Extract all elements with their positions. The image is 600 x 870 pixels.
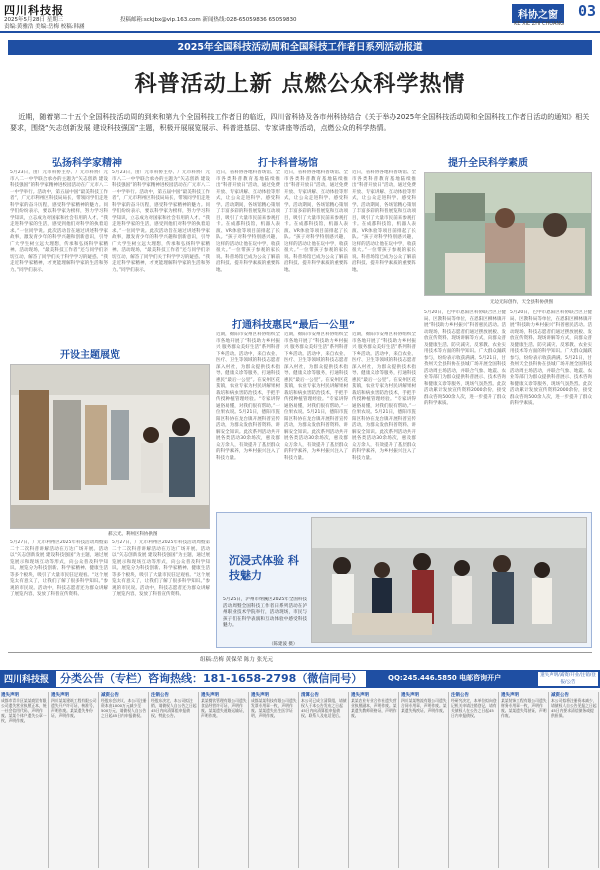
classified-column <box>450 692 499 868</box>
section-title-immersive: 沉浸式体验 科技魅力 <box>229 554 299 582</box>
classified-column-body: 本公司拟将注册资本减少，请债权人自公告见报之日起45日内要求清偿债务或提供担保。 <box>551 698 597 718</box>
section-text-scientist-spirit-b: 5月23日，由广元市科协主办、广元市科协广元市八二一中学联合承办的主题为“矢志创新 建设科技强国”的科学家精神进校园活动在广元市八二一中学举行。活动中，第五届中国“最美科技工作者”，广元市利州区科技局局长，带领同学们走进科学家的奋斗历程，感受科学家精神的魅力。同学们纷纷表示，要以科学家为榜样，努力学习科学知识，立志成为对国家和社会有用的人才。“我走进科学家的生活，感受到他们对科学的执着追求。”一位同学说。此次活动旨在通过讲述科学家故事，激发青少年的科学兴趣和创新意识，引导广大学生树立远大理想，传承和弘扬科学家精神。活动现场，“最美科技工作者”还与同学们亲切互动，解答了同学们关于科学学习的疑惑。“我走近科学家精神，才更能理解科学家的生活和努力。”同学们表示。 <box>112 170 210 273</box>
classified-column <box>550 692 599 868</box>
series-banner: 2025年全国科技活动周和全国科技工作者日系列活动报道 <box>8 40 592 55</box>
classified-title: 分类公告（专栏）咨询热线：181-1658-2798（微信同号） <box>56 671 366 687</box>
section-text-themed-exhibition-b: 5月27日，广元市利州区2025年科技活动周暨第二十二次科普讲解活动在万达广场开展。活动以“矢志创新发展 建设科技强国”为主题，通过展览展示和现场互动等形式，向公众普及科学知识。展览分为科技创新、科学家精神、健康生活等多个板块，吸引了大量市民驻足观看。“这个展览太有意义了，让我们了解了很多科学知识。”参观的市民说。活动中，科技志愿者还为群众讲解了展览内容，发放了科普宣传资料。 <box>112 540 210 597</box>
classified-column-body: 本公司已成立清算组，请债权人于本公告发布之日起45日内向清算组申报债权。联系人及电话见后。 <box>301 698 347 718</box>
classified-column <box>150 692 199 868</box>
section-text-themed-exhibition-a: 5月27日，广元市利州区2025年科技活动周暨第二十二次科普讲解活动在万达广场开展。活动以“矢志创新发展 建设科技强国”为主题，通过展览展示和现场互动等形式，向公众普及科学知识。展览分为科技创新、科学家精神、健康生活等多个板块，吸引了大量市民驻足观看。“这个展览太有意义了，让我们了解了很多科学知识。”参观的市民说。活动中，科技志愿者还为群众讲解了展览内容，发放了科普宣传资料。 <box>10 540 108 597</box>
section-text-last-mile-a: 近期，绵阳市安州区科协组织全市各地开展了“科技助力乡村振兴 服务群众美好生活”系列科普下乡活动。活动中，来自农业、医疗、卫生等领域的科技志愿者深入村社，为群众提供技术指导、健康义诊等服务，打通科技惠民“最后一公里”。在安州区花荄镇，农业专家为村民讲解果树栽培和病虫害防治技术，手把手传授种植管理经验。“专家讲得通俗易懂，对我们很有帮助。”一位果农说。5月21日，德阳市旌阳区科协在龙台镇开展科普宣传活动，为群众发放科普资料、讲解安全知识。此次系列活动共开展各类活动30余场次，惠及群众万余人，有效提升了基层群众的科学素养，为乡村振兴注入了科技力量。 <box>216 332 280 461</box>
page-headline: 科普活动上新 点燃公众科学热情 <box>134 71 466 97</box>
classified-column-body: 经股东会决议，本公司注册资本由1000万元减少至500万元，请债权人自公告之日起45日内申报债权。 <box>101 698 147 718</box>
classified-column-head: 清算公告 <box>301 693 319 698</box>
photo-caption-immersive: 5月25日，泸州市纳溪区2025年全国科技活动周暨全国科技工作者日系列活动在泸州职业技术学院举行，活动现场，市民与孩子们在科学表演和互动体验中感受科技魅力。 <box>223 597 307 628</box>
classified-column-body: 某某农业专业合作社遗失营业执照副本，声明作废。某某遗失教师资格证，声明作废。 <box>351 698 397 718</box>
photo-themed-exhibition-illustration <box>11 365 210 529</box>
classified-column-head: 遗失声明 <box>351 693 369 698</box>
classified-column <box>400 692 449 868</box>
classified-column-head: 注销公告 <box>451 693 469 698</box>
section-text-last-mile-c: 近期，绵阳市安州区科协组织全市各地开展了“科技助力乡村振兴 服务群众美好生活”系列科普下乡活动。活动中，来自农业、医疗、卫生等领域的科技志愿者深入村社，为群众提供技术指导、健康义诊等服务，打通科技惠民“最后一公里”。在安州区花荄镇，农业专家为村民讲解果树栽培和病虫害防治技术，手把手传授种植管理经验。“专家讲得通俗易懂，对我们很有帮助。”一位果农说。5月21日，德阳市旌阳区科协在龙台镇开展科普宣传活动，为群众发放科普资料、讲解安全知识。此次系列活动共开展各类活动30余场次，惠及群众万余人，有效提升了基层群众的科学素养，为乡村振兴注入了科技力量。 <box>352 332 416 461</box>
classified-column-head: 遗失声明 <box>401 693 419 698</box>
photo-science-literacy <box>424 172 592 296</box>
classified-column <box>500 692 549 868</box>
classified-column <box>300 692 349 868</box>
classified-column-head: 注销公告 <box>151 693 169 698</box>
classified-column <box>350 692 399 868</box>
lead-paragraph: 近期，随着第二十五个全国科技活动周的到来和第九个全国科技工作者日的临近，四川省科协及各市州科协结合《关于举办2025年全国科技活动周和全国科技工作者日活动的通知》相关要求，围绕“矢志创新发展 建设科技强国”主题，积极开展展览展示、科普进基层、专家讲座等活动，点燃公众的科学热情。 <box>10 113 590 132</box>
section-title-last-mile: 打通科技惠民“最后一公里” <box>232 320 356 331</box>
classified-categories: 遗失声明/减资/开业/注销/登报/公告 <box>538 672 598 686</box>
photo-immersive-illustration <box>312 518 587 643</box>
staff-line: 责编:黄雅浩 美编:岳梅 校稿:韩涵 <box>4 24 85 30</box>
classified-column <box>250 692 299 868</box>
photo-caption-science-literacy: 无边无际创作，天全县科协供图 <box>490 300 553 305</box>
classified-logo: 四川科技报 <box>4 675 50 685</box>
classified-column <box>0 692 49 868</box>
classified-column-head: 遗失声明 <box>251 693 269 698</box>
newspaper-logo: 四川科技报 <box>4 4 64 17</box>
classified-column-body: 经股东决定，本公司拟注销，请债权人自公告之日起45日内向清算组申报债权。特此公告。 <box>151 698 197 718</box>
date-line: 2025年5月28日 星期三 <box>4 17 64 23</box>
section-title-scientist-spirit: 弘扬科学家精神 <box>52 158 122 169</box>
section-text-science-venues-b: 近日，省科协各地科普场馆、全市各类科普教育基地陆续推出“科普开放日”活动，通过免费开放、专家讲解、互动体验等形式，让公众走进科学、感受科学。活动期间，各场馆精心策划了丰富多彩的科普展览和互动项目，吸引了大量市民前来参观打卡。在成都科技馆，机器人表演、VR体验等项目前排起了长队。“孩子对科学特别感兴趣，这样的活动让他在玩中学，收获很大。”一位带孩子参观的家长说。科普场馆已成为公众了解前沿科技、提升科学素质的重要阵地。 <box>284 170 348 273</box>
section-text-last-mile-b: 近期，绵阳市安州区科协组织全市各地开展了“科技助力乡村振兴 服务群众美好生活”系列科普下乡活动。活动中，来自农业、医疗、卫生等领域的科技志愿者深入村社，为群众提供技术指导、健康义诊等服务，打通科技惠民“最后一公里”。在安州区花荄镇，农业专家为村民讲解果树栽培和病虫害防治技术，手把手传授种植管理经验。“专家讲得通俗易懂，对我们很有帮助。”一位果农说。5月21日，德阳市旌阳区科协在龙台镇开展科普宣传活动，为群众发放科普资料、讲解安全知识。此次系列活动共开展各类活动30余场次，惠及群众万余人，有效提升了基层群众的科学素养，为乡村振兴注入了科技力量。 <box>284 332 348 461</box>
classified-column-body: 经研究决定，本单位拟向登记机关申请注销登记，请有关债权人在公告之日起45日内申报债权。 <box>451 698 497 718</box>
immersive-box <box>216 512 592 648</box>
section-text-science-literacy-a: 5月20日，巴中市恩阳区科协联合区卫健局、区教科局等单位，在恩阳区柳林镇开展“科技助力乡村振兴”科普惠民活动。活动现场，科技志愿者们通过摆放展板、发放宣传资料、现场讲解等方式，向群众普及健康生活、防灾减灾、反邪教、农业实用技术等方面的科学知识。广大群众踊跃参与，纷纷表示收获满满。5月21日，甘孜州天全县科协在县城广场开展全国科技活动周主场活动，并联合气象、地震、农业等部门为群众提供科普展示、技术咨询和健康义诊等服务，现场气氛热烈。此次活动累计发放宣传资料2000余份，接受群众咨询500余人次，进一步提升了群众的科学素质。 <box>424 310 506 406</box>
section-tag: 科协之窗 <box>512 4 564 23</box>
photo-credit-immersive: （陈建波 摄） <box>269 642 298 647</box>
classified-column-head: 减资公告 <box>101 693 119 698</box>
classified-column-head: 遗失声明 <box>201 693 219 698</box>
photo-science-literacy-illustration <box>425 173 592 296</box>
page-footer-credits: 组稿:岳梅 黄保荣 陈力 张光元 <box>200 657 274 663</box>
classified-column-head: 遗失声明 <box>1 693 19 698</box>
classified-column-body: 某某装饰工程有限公司遗失财务专用章一枚，声明作废。某某遗失驾驶证，声明作废。 <box>501 698 547 718</box>
footer-divider <box>8 652 592 653</box>
page-number: 03 <box>577 2 596 20</box>
classified-column-head: 遗失声明 <box>51 693 69 698</box>
classified-column-body: 成都某某科技有限公司遗失发票专用章一枚，声明作废。某某遗失出生医学证明，声明作废。 <box>251 698 297 718</box>
classified-column-head: 减资公告 <box>551 693 569 698</box>
classified-column <box>200 692 249 868</box>
masthead <box>0 0 600 33</box>
photo-caption-themed-exhibition: 郝云光、利州区科协供图 <box>108 532 158 537</box>
classified-qq: QQ:245.446.5850 电邮咨询开户 <box>388 674 502 682</box>
section-title-science-literacy: 提升全民科学素质 <box>448 158 528 169</box>
section-title-themed-exhibition: 开设主题展览 <box>60 350 120 361</box>
classified-column-body: 四川某某建筑工程有限公司遗失开户许可证，核准号，声明作废。某某遗失身份证，声明作废。 <box>51 698 97 718</box>
email-line: 投稿邮箱:sckjbx@vip.163.com 新闻热线:028-65059836 65059830 <box>120 17 297 23</box>
classified-column <box>50 692 99 868</box>
section-title-science-venues: 打卡科普场馆 <box>258 158 318 169</box>
classified-column <box>100 692 149 868</box>
classified-column-body: 成都市青羊区某某商贸有限公司遗失营业执照正本，统一社会信用代码，声明作废。某某个体户遗失公章一枚，声明作废。 <box>1 698 47 723</box>
section-text-science-literacy-b: 5月20日，巴中市恩阳区科协联合区卫健局、区教科局等单位，在恩阳区柳林镇开展“科技助力乡村振兴”科普惠民活动。活动现场，科技志愿者们通过摆放展板、发放宣传资料、现场讲解等方式，向群众普及健康生活、防灾减灾、反邪教、农业实用技术等方面的科学知识。广大群众踊跃参与，纷纷表示收获满满。5月21日，甘孜州天全县科协在县城广场开展全国科技活动周主场活动，并联合气象、地震、农业等部门为群众提供科普展示、技术咨询和健康义诊等服务，现场气氛热烈。此次活动累计发放宣传资料2000余份，接受群众咨询500余人次，进一步提升了群众的科学素质。 <box>510 310 592 406</box>
section-pinyin: KE XIE ZHI CHUANG <box>514 21 564 27</box>
photo-themed-exhibition <box>10 364 210 529</box>
photo-immersive <box>311 517 587 643</box>
classified-column-body: 某某餐饮管理有限公司遗失食品经营许可证，声明作废。某某遗失道路运输证，声明作废。 <box>201 698 247 718</box>
classified-column-body: 四川某某物流有限公司遗失合同专用章，声明作废。某某遗失残疾证，声明作废。 <box>401 698 447 713</box>
section-text-science-venues-c: 近日，省科协各地科普场馆、全市各类科普教育基地陆续推出“科普开放日”活动，通过免费开放、专家讲解、互动体验等形式，让公众走进科学、感受科学。活动期间，各场馆精心策划了丰富多彩的科普展览和互动项目，吸引了大量市民前来参观打卡。在成都科技馆，机器人表演、VR体验等项目前排起了长队。“孩子对科学特别感兴趣，这样的活动让他在玩中学，收获很大。”一位带孩子参观的家长说。科普场馆已成为公众了解前沿科技、提升科学素质的重要阵地。 <box>352 170 416 273</box>
section-text-science-venues-a: 近日，省科协各地科普场馆、全市各类科普教育基地陆续推出“科普开放日”活动，通过免费开放、专家讲解、互动体验等形式，让公众走进科学、感受科学。活动期间，各场馆精心策划了丰富多彩的科普展览和互动项目，吸引了大量市民前来参观打卡。在成都科技馆，机器人表演、VR体验等项目前排起了长队。“孩子对科学特别感兴趣，这样的活动让他在玩中学，收获很大。”一位带孩子参观的家长说。科普场馆已成为公众了解前沿科技、提升科学素质的重要阵地。 <box>216 170 280 273</box>
classified-column-head: 遗失声明 <box>501 693 519 698</box>
section-text-scientist-spirit-a: 5月23日，由广元市科协主办、广元市科协广元市八二一中学联合承办的主题为“矢志创新 建设科技强国”的科学家精神进校园活动在广元市八二一中学举行。活动中，第五届中国“最美科技工作者”，广元市利州区科技局局长，带领同学们走进科学家的奋斗历程，感受科学家精神的魅力。同学们纷纷表示，要以科学家为榜样，努力学习科学知识，立志成为对国家和社会有用的人才。“我走进科学家的生活，感受到他们对科学的执着追求。”一位同学说。此次活动旨在通过讲述科学家故事，激发青少年的科学兴趣和创新意识，引导广大学生树立远大理想，传承和弘扬科学家精神。活动现场，“最美科技工作者”还与同学们亲切互动，解答了同学们关于科学学习的疑惑。“我走近科学家精神，才更能理解科学家的生活和努力。”同学们表示。 <box>10 170 108 273</box>
